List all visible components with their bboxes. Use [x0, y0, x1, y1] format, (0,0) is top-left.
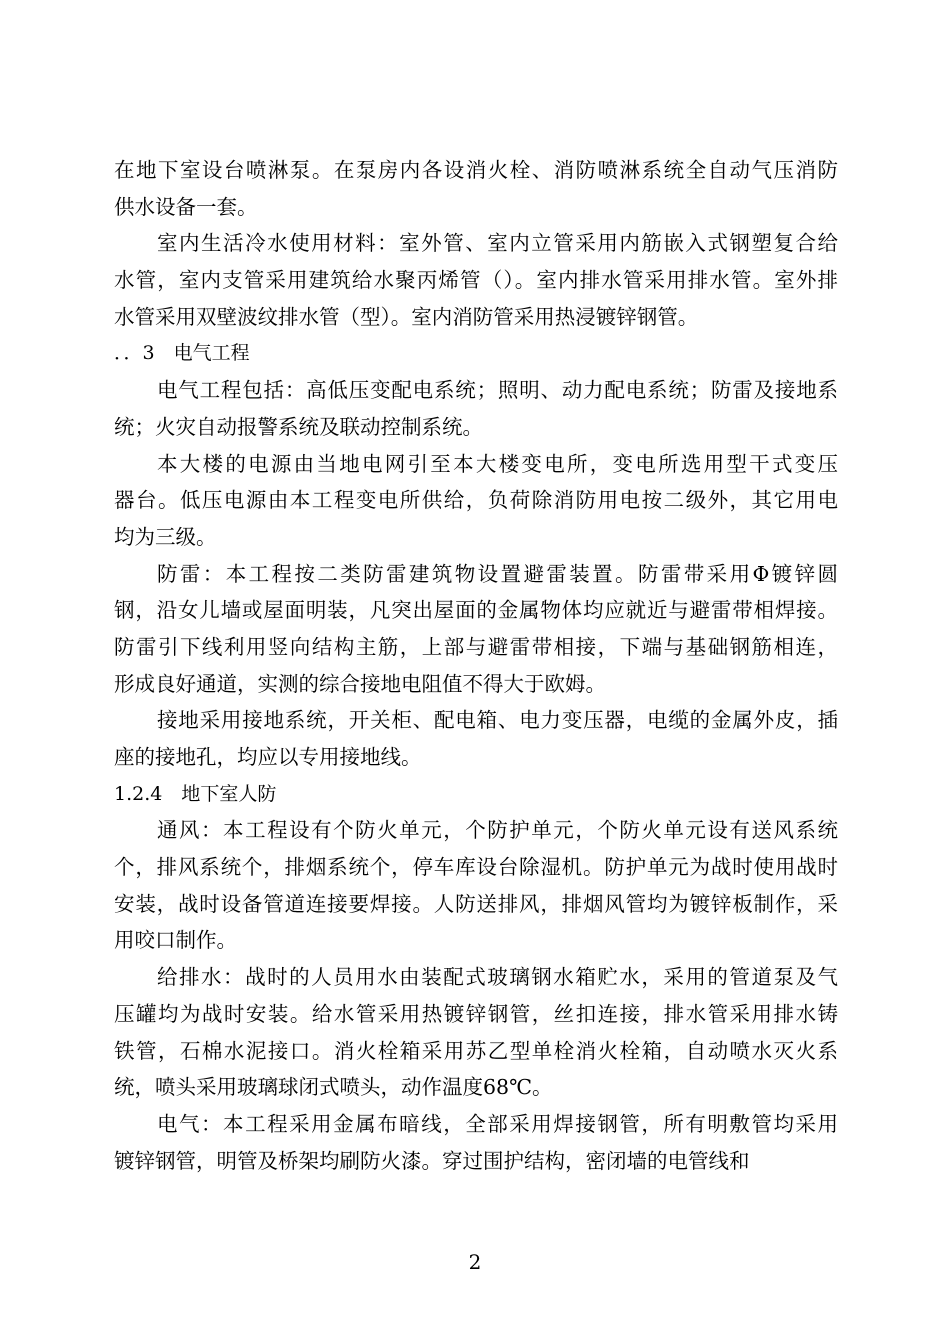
text-line: 水管采用双壁波纹排水管（型）。室内消防管采用热浸镀锌钢管。: [114, 304, 699, 329]
text-line: 水管，室内支管采用建筑给水聚丙烯管（）。室内排水管采用排水管。室外排: [114, 268, 838, 293]
text-line: 镀锌钢管，明管及桥架均刷防火漆。穿过围护结构，密闭墙的电管线和: [114, 1148, 750, 1173]
text-line: 本大楼的电源由当地电网引至本大楼变电所，变电所选用型干式变压: [157, 451, 838, 476]
text-line: 器台。低压电源由本工程变电所供给，负荷除消防用电按二级外，其它用电: [114, 488, 838, 513]
document-body: [114, 152, 838, 1179]
text-line: 统，喷头采用玻璃球闭式喷头，动作温度68℃。: [114, 1075, 553, 1100]
text-line: 在地下室设台喷淋泵。在泵房内各设消火栓、消防喷淋系统全自动气压消防: [114, 158, 838, 182]
text-line: 个，排风系统个，排烟系统个，停车库设台除湿机。防护单元为战时使用战时: [114, 855, 838, 880]
text-line: 室内生活冷水使用材料：室外管、室内立管采用内筋嵌入式钢塑复合给: [157, 231, 838, 256]
text-line: 压罐均为战时安装。给水管采用热镀锌钢管，丝扣连接，排水管采用排水铸: [114, 1001, 838, 1026]
text-line: 安装，战时设备管道连接要焊接。人防送排风，排烟风管均为镀锌板制作，采: [114, 891, 838, 916]
text-line: 铁管，石棉水泥接口。消火栓箱采用苏乙型单栓消火栓箱，自动喷水灭火系: [114, 1038, 838, 1063]
text-line: 电气工程包括：高低压变配电系统；照明、动力配电系统；防雷及接地系: [157, 378, 838, 403]
text-line: 电气：本工程采用金属布暗线，全部采用焊接钢管，所有明敷管均采用: [157, 1111, 838, 1136]
text-line: 给排水：战时的人员用水由装配式玻璃钢水箱贮水，采用的管道泵及气: [157, 965, 838, 990]
text-line: 防雷引下线利用竖向结构主筋，上部与避雷带相接，下端与基础钢筋相连，: [114, 634, 838, 659]
text-line: 座的接地孔，均应以专用接地线。: [114, 745, 422, 769]
text-line: 通风：本工程设有个防火单元，个防护单元，个防火单元设有送风系统: [157, 818, 838, 843]
text-line: 统；火灾自动报警系统及联动控制系统。: [114, 414, 483, 439]
text-line: 用咬口制作。: [114, 928, 237, 953]
section-heading: 1.2.4 地下室人防: [114, 782, 277, 805]
text-line: 形成良好通道，实测的综合接地电阻值不得大于欧姆。: [114, 671, 606, 696]
text-line: 防雷：本工程按二类防雷建筑物设置避雷装置。防雷带采用Φ镀锌圆: [157, 561, 838, 586]
page-number: 2: [468, 1250, 482, 1274]
section-heading: ．．3 电气工程: [114, 342, 250, 365]
text-line: 钢，沿女儿墙或屋面明装，凡突出屋面的金属物体均应就近与避雷带相焊接。: [114, 598, 838, 623]
text-line: 接地采用接地系统，开关柜、配电箱、电力变压器，电缆的金属外皮，插: [157, 708, 838, 733]
text-line: 均为三级。: [114, 524, 217, 549]
text-line: 供水设备一套。: [114, 194, 258, 219]
